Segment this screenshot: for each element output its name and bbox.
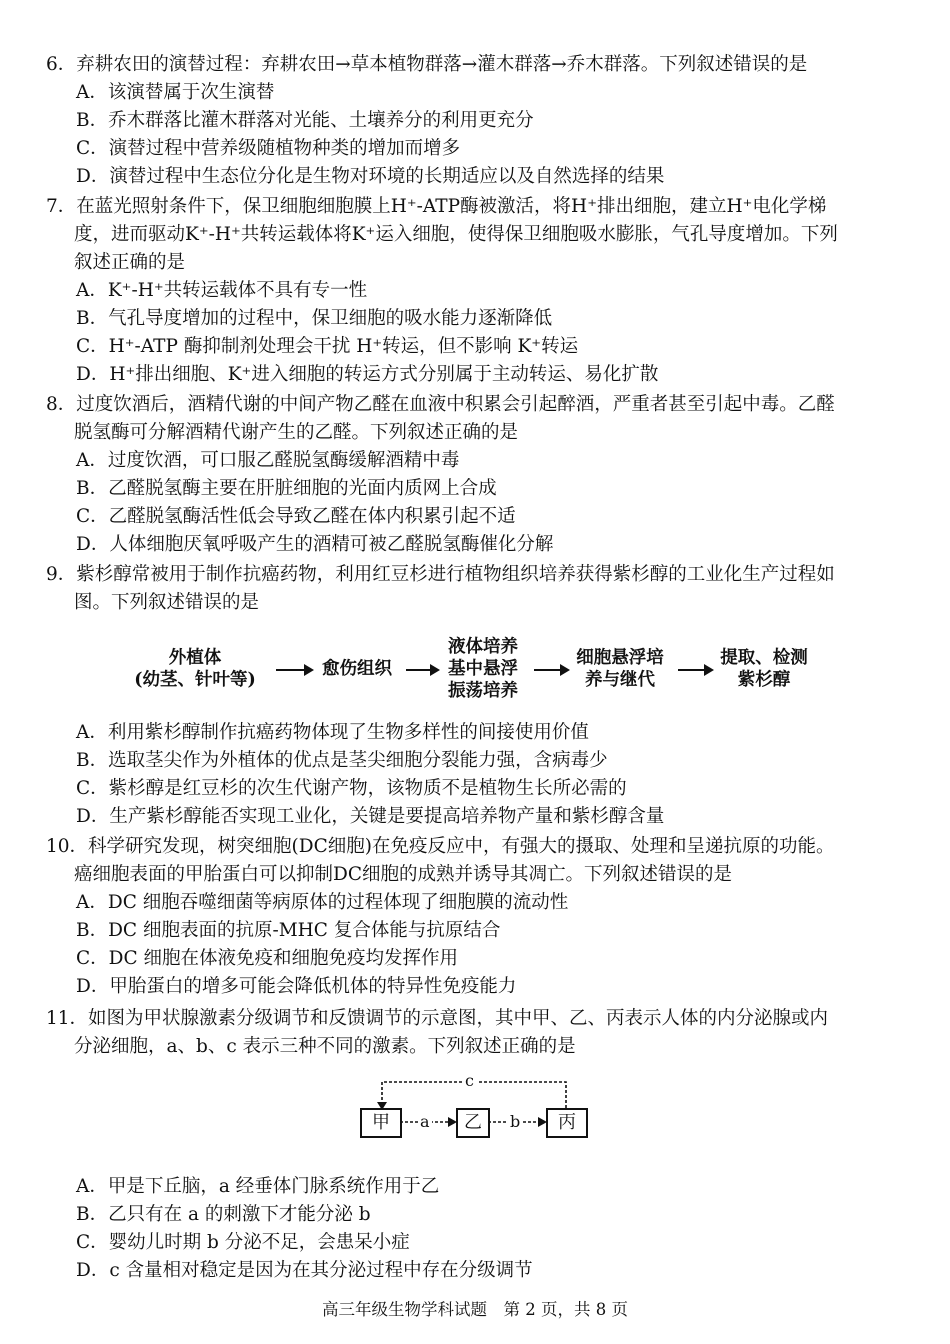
q11-stem-line2: 分泌细胞，a、b、c 表示三种不同的激素。下列叙述正确的是: [74, 1036, 576, 1057]
flow-step-explant-line2: (幼茎、针叶等): [134, 670, 256, 690]
q9-option-b: B．选取茎尖作为外植体的优点是茎尖细胞分裂能力强，含病毒少: [76, 750, 608, 771]
q7-option-c: C．H⁺-ATP 酶抑制剂处理会干扰 H⁺转运，但不影响 K⁺转运: [76, 336, 579, 357]
q8-option-b: B．乙醛脱氢酶主要在肝脏细胞的光面内质网上合成: [76, 478, 497, 499]
q9-stem-line2: 图。下列叙述错误的是: [74, 592, 260, 613]
q6-option-c: C．演替过程中营养级随植物种类的增加而增多: [76, 138, 461, 159]
q7-option-d: D．H⁺排出细胞、K⁺进入细胞的转运方式分别属于主动转运、易化扩散: [76, 364, 659, 385]
q6-option-d: D．演替过程中生态位分化是生物对环境的长期适应以及自然选择的结果: [76, 166, 665, 187]
q8-option-c: C．乙醛脱氢酶活性低会导致乙醛在体内积累引起不适: [76, 506, 516, 527]
label-a: a: [420, 1112, 430, 1131]
q8-option-a: A．过度饮酒，可口服乙醛脱氢酶缓解酒精中毒: [76, 450, 460, 471]
q8-option-d: D．人体细胞厌氧呼吸产生的酒精可被乙醛脱氢酶催化分解: [76, 534, 554, 555]
flow-step-suspension: [568, 647, 672, 691]
flow-step-liquid-line2: 基中悬浮: [448, 659, 518, 679]
flow-step-liquid-culture: [438, 636, 528, 702]
flow-arrow-4: [678, 669, 712, 671]
flow-step-explant: [120, 647, 270, 691]
flow-step-callus: [314, 658, 400, 680]
q10-option-c: C．DC 细胞在体液免疫和细胞免疫均发挥作用: [76, 948, 459, 969]
taxol-production-flow-diagram: [120, 634, 840, 704]
q7-stem-line3: 叙述正确的是: [74, 252, 186, 273]
q6-stem: 6．弃耕农田的演替过程：弃耕农田→草本植物群落→灌木群落→乔木群落。下列叙述错误的是: [46, 54, 808, 75]
q7-stem-line1: 7．在蓝光照射条件下，保卫细胞细胞膜上H⁺-ATP酶被激活，将H⁺排出细胞，建立H⁺电化学梯: [46, 196, 827, 217]
page-footer: 高三年级生物学科试题 第 2 页，共 8 页: [322, 1300, 628, 1319]
flow-step-extract-line2: 紫杉醇: [737, 670, 791, 690]
flow-step-extract: [712, 647, 816, 691]
flow-arrow-3: [534, 669, 568, 671]
flow-step-suspension-line2: 养与继代: [585, 670, 655, 690]
q11-option-d: D．c 含量相对稳定是因为在其分泌过程中存在分级调节: [76, 1260, 533, 1281]
flow-step-extract-line1: 提取、检测: [720, 648, 808, 668]
q6-option-b: B．乔木群落比灌木群落对光能、土壤养分的利用更充分: [76, 110, 534, 131]
thyroid-regulation-diagram: [340, 1070, 600, 1140]
label-b: b: [510, 1112, 521, 1131]
q11-option-b: B．乙只有在 a 的刺激下才能分泌 b: [76, 1204, 371, 1225]
node-bing: 丙: [546, 1108, 588, 1138]
q6-option-a: A．该演替属于次生演替: [76, 82, 275, 103]
q8-stem-line1: 8．过度饮酒后，酒精代谢的中间产物乙醛在血液中积累会引起醉酒，严重者甚至引起中毒。乙醛: [46, 394, 835, 415]
q9-option-a: A．利用紫杉醇制作抗癌药物体现了生物多样性的间接使用价值: [76, 722, 589, 743]
q7-option-b: B．气孔导度增加的过程中，保卫细胞的吸水能力逐渐降低: [76, 308, 553, 329]
q10-option-d: D．甲胎蛋白的增多可能会降低机体的特异性免疫能力: [76, 976, 517, 997]
q9-stem-line1: 9．紫杉醇常被用于制作抗癌药物，利用红豆杉进行植物组织培养获得紫杉醇的工业化生产过程如: [46, 564, 835, 585]
q10-option-b: B．DC 细胞表面的抗原-MHC 复合体能与抗原结合: [76, 920, 501, 941]
q10-option-a: A．DC 细胞吞噬细菌等病原体的过程体现了细胞膜的流动性: [76, 892, 569, 913]
node-jia: 甲: [360, 1108, 402, 1138]
flow-step-explant-line1: 外植体: [168, 648, 222, 668]
q9-option-d: D．生产紫杉醇能否实现工业化，关键是要提高培养物产量和紫杉醇含量: [76, 806, 665, 827]
label-c: c: [462, 1071, 477, 1091]
q8-stem-line2: 脱氢酶可分解酒精代谢产生的乙醛。下列叙述正确的是: [74, 422, 519, 443]
flow-step-suspension-line1: 细胞悬浮培: [576, 648, 664, 668]
q7-option-a: A．K⁺-H⁺共转运载体不具有专一性: [76, 280, 368, 301]
q11-option-c: C．婴幼儿时期 b 分泌不足，会患呆小症: [76, 1232, 410, 1253]
q7-stem-line2: 度，进而驱动K⁺-H⁺共转运载体将K⁺运入细胞，使得保卫细胞吸水膨胀，气孔导度增加。下列: [74, 224, 838, 245]
flow-step-liquid-line3: 振荡培养: [448, 681, 518, 701]
q10-stem-line1: 10．科学研究发现，树突细胞(DC细胞)在免疫反应中，有强大的摄取、处理和呈递抗原的功能。: [46, 836, 835, 857]
q11-stem-line1: 11．如图为甲状腺激素分级调节和反馈调节的示意图，其中甲、乙、丙表示人体的内分泌腺或内: [46, 1008, 829, 1029]
q9-option-c: C．紫杉醇是红豆杉的次生代谢产物，该物质不是植物生长所必需的: [76, 778, 627, 799]
flow-step-liquid-line1: 液体培养: [448, 637, 518, 657]
flow-arrow-2: [406, 669, 438, 671]
flow-arrow-1: [276, 669, 312, 671]
node-yi: 乙: [456, 1108, 490, 1138]
q11-option-a: A．甲是下丘脑，a 经垂体门脉系统作用于乙: [76, 1176, 440, 1197]
q10-stem-line2: 癌细胞表面的甲胎蛋白可以抑制DC细胞的成熟并诱导其凋亡。下列叙述错误的是: [74, 864, 732, 885]
flow-step-callus-line1: 愈伤组织: [322, 659, 392, 679]
